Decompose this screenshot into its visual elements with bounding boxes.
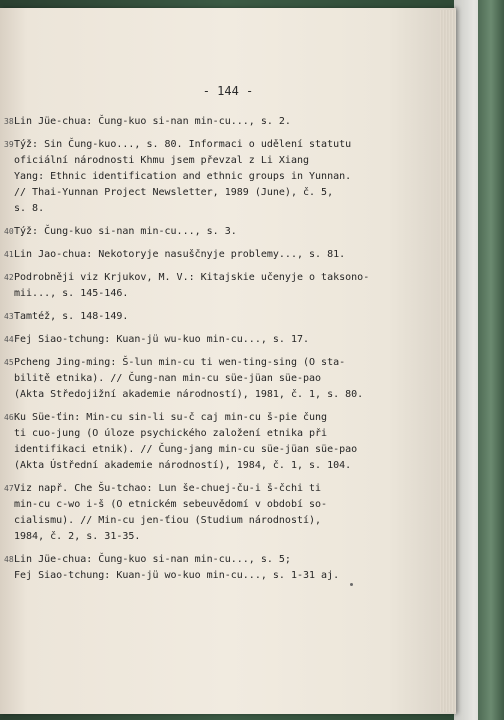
footnote-line: Ku Süe-ťin: Min-cu sin-li su-č caj min-cu š-pie čung: [14, 412, 328, 423]
footnote-41: [4, 247, 444, 263]
footnote-line: Podrobněji viz Krjukov, M. V.: Kitajskie učenyje o taksono-: [14, 272, 370, 283]
page-stack-edge: [440, 10, 456, 712]
footnote-line: Lin Jüe-chua: Čung-kuo si-nan min-cu..., s. 2.: [14, 116, 291, 127]
footnote-line: 1984, č. 2, s. 31-35.: [14, 531, 141, 542]
footnote-line: bilitě etnika). // Čung-nan min-cu süe-jüan süe-pao: [14, 373, 322, 384]
footnote-number: 39: [4, 140, 14, 149]
footnote-line: min-cu c-wo i-š (O etnickém sebeuvědomí v období so-: [14, 499, 328, 510]
footnote-number: 47: [4, 484, 14, 493]
footnote-line: Tamtéž, s. 148-149.: [14, 311, 129, 322]
footnote-number: 45: [4, 358, 14, 367]
footnote-line: oficiální národnosti Khmu jsem převzal z Li Xiang: [14, 155, 310, 166]
footnote-line: Fej Siao-tchung: Kuan-jü wo-kuo min-cu..., s. 1-31 aj.: [14, 570, 340, 581]
footnote-45: [4, 355, 444, 403]
footnote-line: (Akta Ústřední akademie národností), 1984, č. 1, s. 104.: [14, 460, 352, 471]
footnote-number: 48: [4, 555, 14, 564]
footnote-line: ti cuo-jung (O úloze psychického založení etnika při: [14, 428, 328, 439]
footnote-44: [4, 332, 444, 348]
footnote-43: [4, 309, 444, 325]
footnote-number: 43: [4, 312, 14, 321]
footnote-number: 42: [4, 273, 14, 282]
footnote-38: [4, 114, 444, 130]
footnote-line: identifikaci etnik). // Čung-jang min-cu süe-jüan süe-pao: [14, 444, 358, 455]
footnote-48: [4, 552, 444, 584]
footnote-line: cialismu). // Min-cu jen-ťiou (Studium národností),: [14, 515, 322, 526]
footnote-line: (Akta Středojižní akademie národností), 1981, č. 1, s. 80.: [14, 389, 364, 400]
footnote-line: Lin Jüe-chua: Čung-kuo si-nan min-cu..., s. 5;: [14, 554, 291, 565]
footnote-number: 46: [4, 413, 14, 422]
book-cover-spine: [478, 0, 504, 720]
footnote-line: Viz např. Che Šu-tchao: Lun še-chuej-ču-i š-čchi ti: [14, 483, 322, 494]
footnotes: [4, 114, 444, 591]
footnote-line: Lin Jao-chua: Nekotoryje nasuščnyje problemy..., s. 81.: [14, 249, 346, 260]
footnote-line: Yang: Ethnic identification and ethnic groups in Yunnan.: [14, 171, 352, 182]
footnote-line: mii..., s. 145-146.: [14, 288, 129, 299]
footnote-number: 44: [4, 335, 14, 344]
footnote-line: // Thai-Yunnan Project Newsletter, 1989 (June), č. 5,: [14, 187, 334, 198]
footnote-line: Týž: Sin Čung-kuo..., s. 80. Informaci o udělení statutu: [14, 139, 352, 150]
footnote-number: 38: [4, 117, 14, 126]
document-page: [0, 8, 456, 714]
footnote-line: Pcheng Jing-ming: Š-lun min-cu ti wen-ting-sing (O sta-: [14, 357, 346, 368]
footnote-40: [4, 224, 444, 240]
footnote-line: s. 8.: [14, 203, 45, 214]
footnote-line: Fej Siao-tchung: Kuan-jü wu-kuo min-cu..., s. 17.: [14, 334, 310, 345]
footnote-number: 40: [4, 227, 14, 236]
footnote-42: [4, 270, 444, 302]
footnote-46: [4, 410, 444, 474]
footnote-line: Týž: Čung-kuo si-nan min-cu..., s. 3.: [14, 226, 237, 237]
footnote-47: [4, 481, 444, 545]
footnote-number: 41: [4, 250, 14, 259]
page-number: - 144 -: [202, 84, 254, 98]
ink-speck: [350, 583, 353, 586]
footnote-39: [4, 137, 444, 217]
